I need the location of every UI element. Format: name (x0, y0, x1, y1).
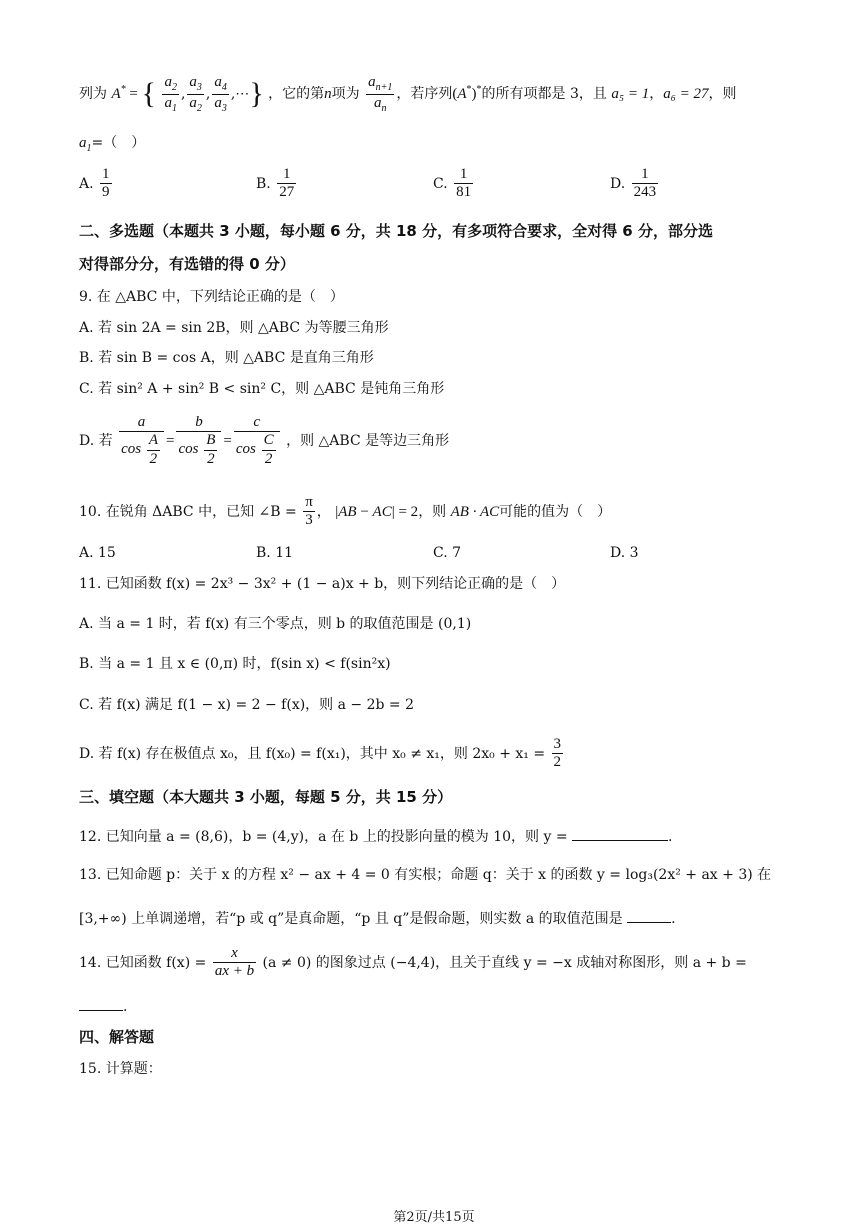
q14-text: 14. 已知函数 f(x) = (79, 954, 207, 971)
q14-answer-line (79, 996, 127, 1016)
q15: 15. 计算题： (79, 1061, 162, 1077)
answer-blank[interactable] (79, 996, 123, 1011)
answer-blank[interactable] (572, 826, 668, 841)
q10-text: 可能的值为（ ） (499, 503, 612, 520)
section-2-title: 二、多选题（本题共 3 小题，每小题 6 分，共 18 分，有多项符合要求，全对得 6 分，部分选 (79, 222, 713, 240)
numerator: 1 (100, 166, 112, 184)
q8-text: 的所有项都是 3，且 (481, 86, 607, 102)
q8-text: ， (649, 86, 664, 102)
q9-option-b[interactable]: B. 若 sin B = cos A，则 △ABC 是直角三角形 (79, 350, 374, 366)
q9-d-post: ，则 △ABC 是等边三角形 (286, 432, 450, 449)
q10-option-d[interactable]: D. 3 (610, 545, 639, 561)
option-label: B. (256, 175, 271, 192)
q10-stem: 10. 在锐角 ΔABC 中，已知 ∠B = $\frac{\pi}{3}$ ， |AB − AC| = 2，则 AB · AC可能的值为（ ） (79, 494, 612, 529)
q12-end: . (668, 829, 673, 845)
section-2-title-cont: 对得部分分，有选错的得 0 分） (79, 255, 295, 273)
q11-option-c[interactable]: C. 若 f(x) 满足 f(1 − x) = 2 − f(x)，则 a − 2b = 2 (79, 697, 415, 713)
q12 (79, 826, 672, 846)
q9-option-c[interactable]: C. 若 sin² A + sin² B < sin² C，则 △ABC 是钝角三角形 (79, 381, 445, 397)
denominator: 9 (102, 184, 110, 201)
section-3-title: 三、填空题（本大题共 3 小题，每题 5 分，共 15 分） (79, 788, 453, 806)
q13-end: . (671, 911, 676, 927)
q10-option-a[interactable]: A. 15 (79, 545, 116, 561)
q9-option-d[interactable]: D. 若 a cos $\frac{A}{2}$ = b cos $\frac{B}{2}$ = c cos $\frac{C}{2}$ ，则 △ABC 是等边三角形 (79, 414, 450, 467)
q9-stem: 9. 在 △ABC 中，下列结论正确的是（ ） (79, 289, 344, 305)
q8-text: 项为 (331, 86, 360, 102)
q10-text: 10. 在锐角 ΔABC 中，已知 ∠B = (79, 503, 297, 520)
page-number: 第2页/共15页 (393, 1210, 475, 1225)
q9-option-a[interactable]: A. 若 sin 2A = sin 2B，则 △ABC 为等腰三角形 (79, 320, 389, 336)
q10-option-b[interactable]: B. 11 (256, 545, 294, 561)
q10-text: ， (316, 503, 331, 520)
q8-option-b[interactable] (256, 166, 298, 202)
q13-line2 (79, 908, 676, 928)
answer-blank[interactable] (627, 908, 671, 923)
q14: 14. 已知函数 f(x) = $\frac{x}{ax + b}$ (a ≠ 0) 的图象过点 (−4,4)，且关于直线 y = −x 成轴对称图形，则 a + b = (79, 945, 747, 980)
q8-text: ，则 (708, 86, 737, 102)
seq-A-star: A* (111, 84, 126, 102)
denominator: 243 (633, 184, 657, 201)
q14-text: (a ≠ 0) 的图象过点 (−4,4)，且关于直线 y = −x 成轴对称图形，则 a + b = (262, 954, 747, 971)
q14-end: . (123, 999, 128, 1015)
denominator: 27 (279, 184, 295, 201)
q8-option-a[interactable] (79, 166, 114, 202)
q8-text: ，它的第 (268, 86, 325, 102)
q11-option-d[interactable]: D. 若 f(x) 存在极值点 x₀，且 f(x₀) = f(x₁)，其中 x₀ ≠ x₁，则 2x₀ + x₁ = $\frac{3}{2}$ (79, 736, 562, 771)
q8-option-d[interactable] (610, 166, 660, 202)
section-4-title: 四、解答题 (79, 1028, 155, 1046)
q11-stem: 11. 已知函数 f(x) = 2x³ − 3x² + (1 − a)x + b，则下列结论正确的是（ ） (79, 576, 566, 592)
q9-d-pre: D. 若 (79, 432, 113, 449)
q8-line1: 列为 A* = { $\frac{a_2}{a_1}$ , $\frac{a_3}{a_2}$ , $\frac{a_4}{a_3}$ ,⋯} ，它的第n项为 $\frac{a_{n+1}}{a_n}$ ，若序列(A*)*的所有项都是 3，且 a₅ = 1，a₆ = 27，则 (79, 74, 737, 114)
q11-option-b[interactable]: B. 当 a = 1 且 x ∈ (0,π) 时，f(sin x) < f(sin²x) (79, 656, 391, 672)
q11-option-a[interactable]: A. 当 a = 1 时，若 f(x) 有三个零点，则 b 的取值范围是 (0,1) (79, 616, 472, 632)
q12-text: 12. 已知向量 a = (8,6)，b = (4,y)，a 在 b 上的投影向量的模为 10，则 y = (79, 829, 568, 845)
q8-option-c[interactable] (433, 166, 475, 202)
q11-d-pre: D. 若 f(x) 存在极值点 x₀，且 f(x₀) = f(x₁)，其中 x₀ ≠ x₁，则 2x₀ + x₁ = (79, 745, 546, 762)
numerator: 1 (277, 166, 296, 184)
option-label: A. (79, 175, 94, 192)
numerator: 1 (454, 166, 473, 184)
option-label: D. (610, 175, 626, 192)
q8-text: 列为 (79, 86, 107, 102)
q10-option-c[interactable]: C. 7 (433, 545, 462, 561)
q13-text: [3,+∞) 上单调递增，若“p 或 q”是真命题，“p 且 q”是假命题，则实数 a 的取值范围是 (79, 911, 623, 927)
a5-value: a₅ = 1 (611, 86, 650, 102)
q13-line1: 13. 已知命题 p：关于 x 的方程 x² − ax + 4 = 0 有实根；命题 q：关于 x 的函数 y = log₃(2x² + ax + 3) 在 (79, 867, 772, 883)
a6-value: a₆ = 27 (663, 86, 709, 102)
q8-text: =（ ） (91, 135, 146, 151)
q8-line2: $a_1=$（ ） (79, 135, 146, 154)
q8-text: ，若序列 (396, 86, 453, 102)
q10-text: ，则 (418, 503, 447, 520)
option-label: C. (433, 175, 448, 192)
numerator: 1 (632, 166, 659, 184)
denominator: 81 (456, 184, 472, 201)
